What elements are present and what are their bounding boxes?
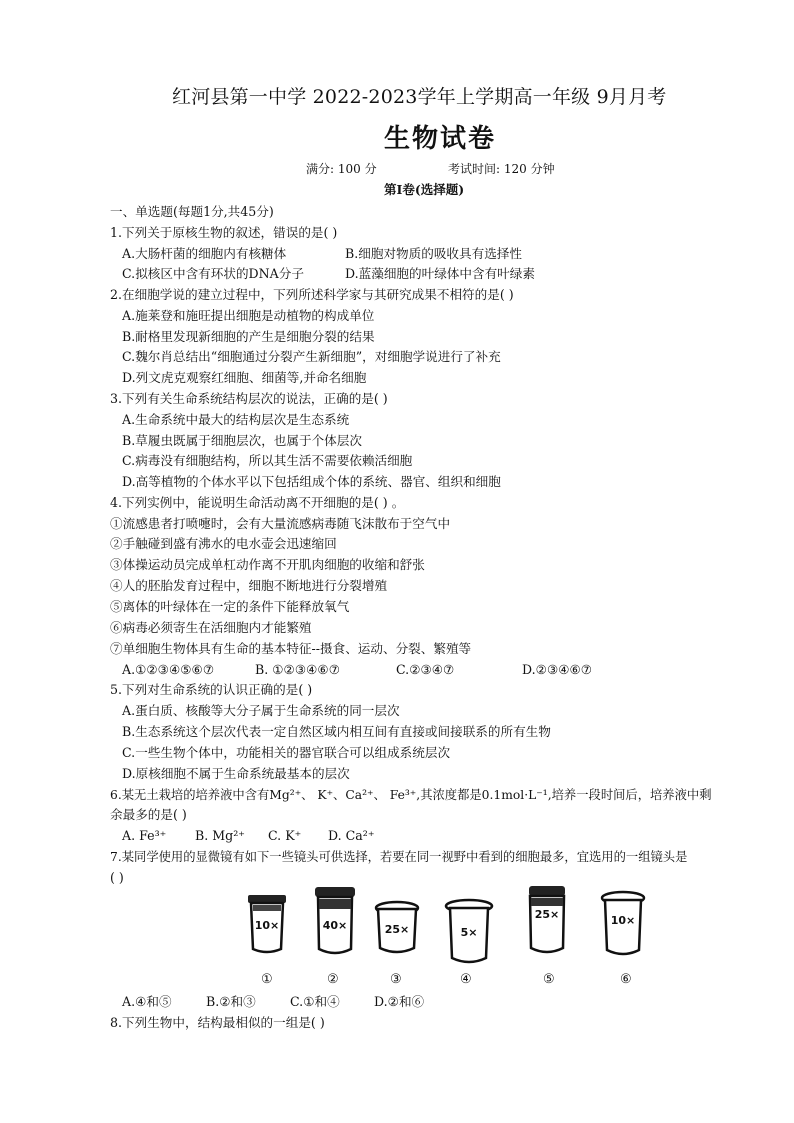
question-3-stem: 3.下列有关生命系统结构层次的说法，正确的是( ) [110,391,388,406]
question-4-item-1: ①流感患者打喷嚏时，会有大量流感病毒随飞沫散布于空气中 [110,516,451,531]
question-3-option-c: C.病毒没有细胞结构，所以其生活不需要依赖活细胞 [122,453,413,468]
question-5-option-c: C.一些生物个体中，功能相关的器官联合可以组成系统层次 [122,745,451,760]
lens-1-magnification: 10× [254,919,280,932]
question-7-stem-line-1: 7.某同学使用的显微镜有如下一些镜头可供选择，若要在同一视野中看到的细胞最多，宜选用的一组镜头是 [110,850,688,864]
question-6-option-b: B. Mg²⁺ [195,828,245,843]
lens-1-number: ① [261,972,273,987]
lens-4-magnification: 5× [460,926,478,939]
part-title: 一、单选题(每题1分,共45分) [110,204,274,219]
question-7-stem-line-2: ( ) [110,870,124,885]
lens-6-magnification: 10× [610,914,636,927]
lens-6-number: ⑥ [620,972,632,987]
question-4-item-3: ③体操运动员完成单杠动作离不开肌肉细胞的收缩和舒张 [110,557,425,572]
question-2-option-a: A.施莱登和施旺提出细胞是动植物的构成单位 [122,308,375,323]
question-8-stem: 8.下列生物中，结构最相似的一组是( ) [110,1015,325,1030]
lens-4-number: ④ [460,972,472,987]
lens-6-eyepiece-icon [600,890,646,958]
question-5-stem: 5.下列对生命系统的认识正确的是( ) [110,682,313,697]
question-6-option-d: D. Ca²⁺ [328,828,375,843]
question-7-option-c: C.①和④ [290,994,340,1009]
question-1-option-c: C.拟核区中含有环状的DNA分子 [122,266,304,281]
question-7-option-b: B.②和③ [206,994,256,1009]
lens-1-eyepiece-icon [246,893,288,955]
question-5-option-d: D.原核细胞不属于生命系统最基本的层次 [122,766,350,781]
question-7-option-d: D.②和⑥ [374,994,425,1009]
section-title: 第Ⅰ卷(选择题) [384,182,465,197]
lens-2-objective-icon [314,885,356,957]
question-4-item-7: ⑦单细胞生物体具有生命的基本特征--摄食、运动、分裂、繁殖等 [110,641,472,656]
lens-5-objective-icon [526,884,568,956]
question-6-stem-line-1: 6.某无土栽培的培养液中含有Mg²⁺、 K⁺、Ca²⁺、 Fe³⁺,其浓度都是0.1mol·L⁻¹,培养一段时间后，培养液中剩 [110,788,712,802]
question-2-option-d: D.列文虎克观察红细胞、细菌等,并命名细胞 [122,370,367,385]
question-3-option-b: B.草履虫既属于细胞层次，也属于个体层次 [122,433,362,448]
question-1-stem: 1.下列关于原核生物的叙述，错误的是( ) [110,225,338,240]
question-4-option-b: B. ①②③④⑥⑦ [255,662,341,677]
question-4-option-c: C.②③④⑦ [396,662,455,677]
question-4-item-6: ⑥病毒必须寄生在活细胞内才能繁殖 [110,620,312,635]
question-1-option-b: B.细胞对物质的吸收具有选择性 [345,246,522,261]
question-3-option-d: D.高等植物的个体水平以下包括组成个体的系统、器官、组织和细胞 [122,474,501,489]
question-6-option-c: C. K⁺ [268,828,302,843]
full-score: 满分: 100 分 [306,162,377,176]
lens-4-eyepiece-icon [444,898,494,966]
lens-2-magnification: 40× [322,919,348,932]
lens-5-magnification: 25× [534,908,560,921]
question-4-item-2: ②手触碰到盛有沸水的电水壶会迅速缩回 [110,536,337,551]
question-1-option-a: A.大肠杆菌的细胞内有核糖体 [122,246,287,261]
subject-title: 生物试卷 [384,124,497,154]
lens-3-number: ③ [390,972,402,987]
lens-5-number: ⑤ [543,972,555,987]
question-4-item-4: ④人的胚胎发育过程中，细胞不断地进行分裂增殖 [110,578,388,593]
exam-time: 考试时间: 120 分钟 [448,162,555,176]
question-7-option-a: A.④和⑤ [122,994,172,1009]
question-2-stem: 2.在细胞学说的建立过程中，下列所述科学家与其研究成果不相符的是( ) [110,287,514,302]
question-2-option-b: B.耐格里发现新细胞的产生是细胞分裂的结果 [122,329,375,344]
question-4-option-a: A.①②③④⑤⑥⑦ [122,662,215,677]
question-2-option-c: C.魏尔肖总结出“细胞通过分裂产生新细胞”，对细胞学说进行了补充 [122,349,501,364]
question-4-item-5: ⑤离体的叶绿体在一定的条件下能释放氧气 [110,599,350,614]
lens-3-magnification: 25× [384,923,410,936]
question-6-option-a: A. Fe³⁺ [122,828,167,843]
question-5-option-a: A.蛋白质、核酸等大分子属于生命系统的同一层次 [122,703,400,718]
question-4-option-d: D.②③④⑥⑦ [522,662,593,677]
question-1-option-d: D.蓝藻细胞的叶绿体中含有叶绿素 [345,266,535,281]
lens-3-objective-icon [374,900,420,956]
question-5-option-b: B.生态系统这个层次代表一定自然区域内相互间有直接或间接联系的所有生物 [122,724,551,739]
school-title: 红河县第一中学 2022-2023学年上学期高一年级 9月月考 [172,86,667,108]
question-3-option-a: A.生命系统中最大的结构层次是生态系统 [122,412,350,427]
question-6-stem-line-2: 余最多的是( ) [110,807,187,822]
question-4-stem: 4.下列实例中，能说明生命活动离不开细胞的是( ) 。 [110,495,405,510]
lens-2-number: ② [327,972,339,987]
